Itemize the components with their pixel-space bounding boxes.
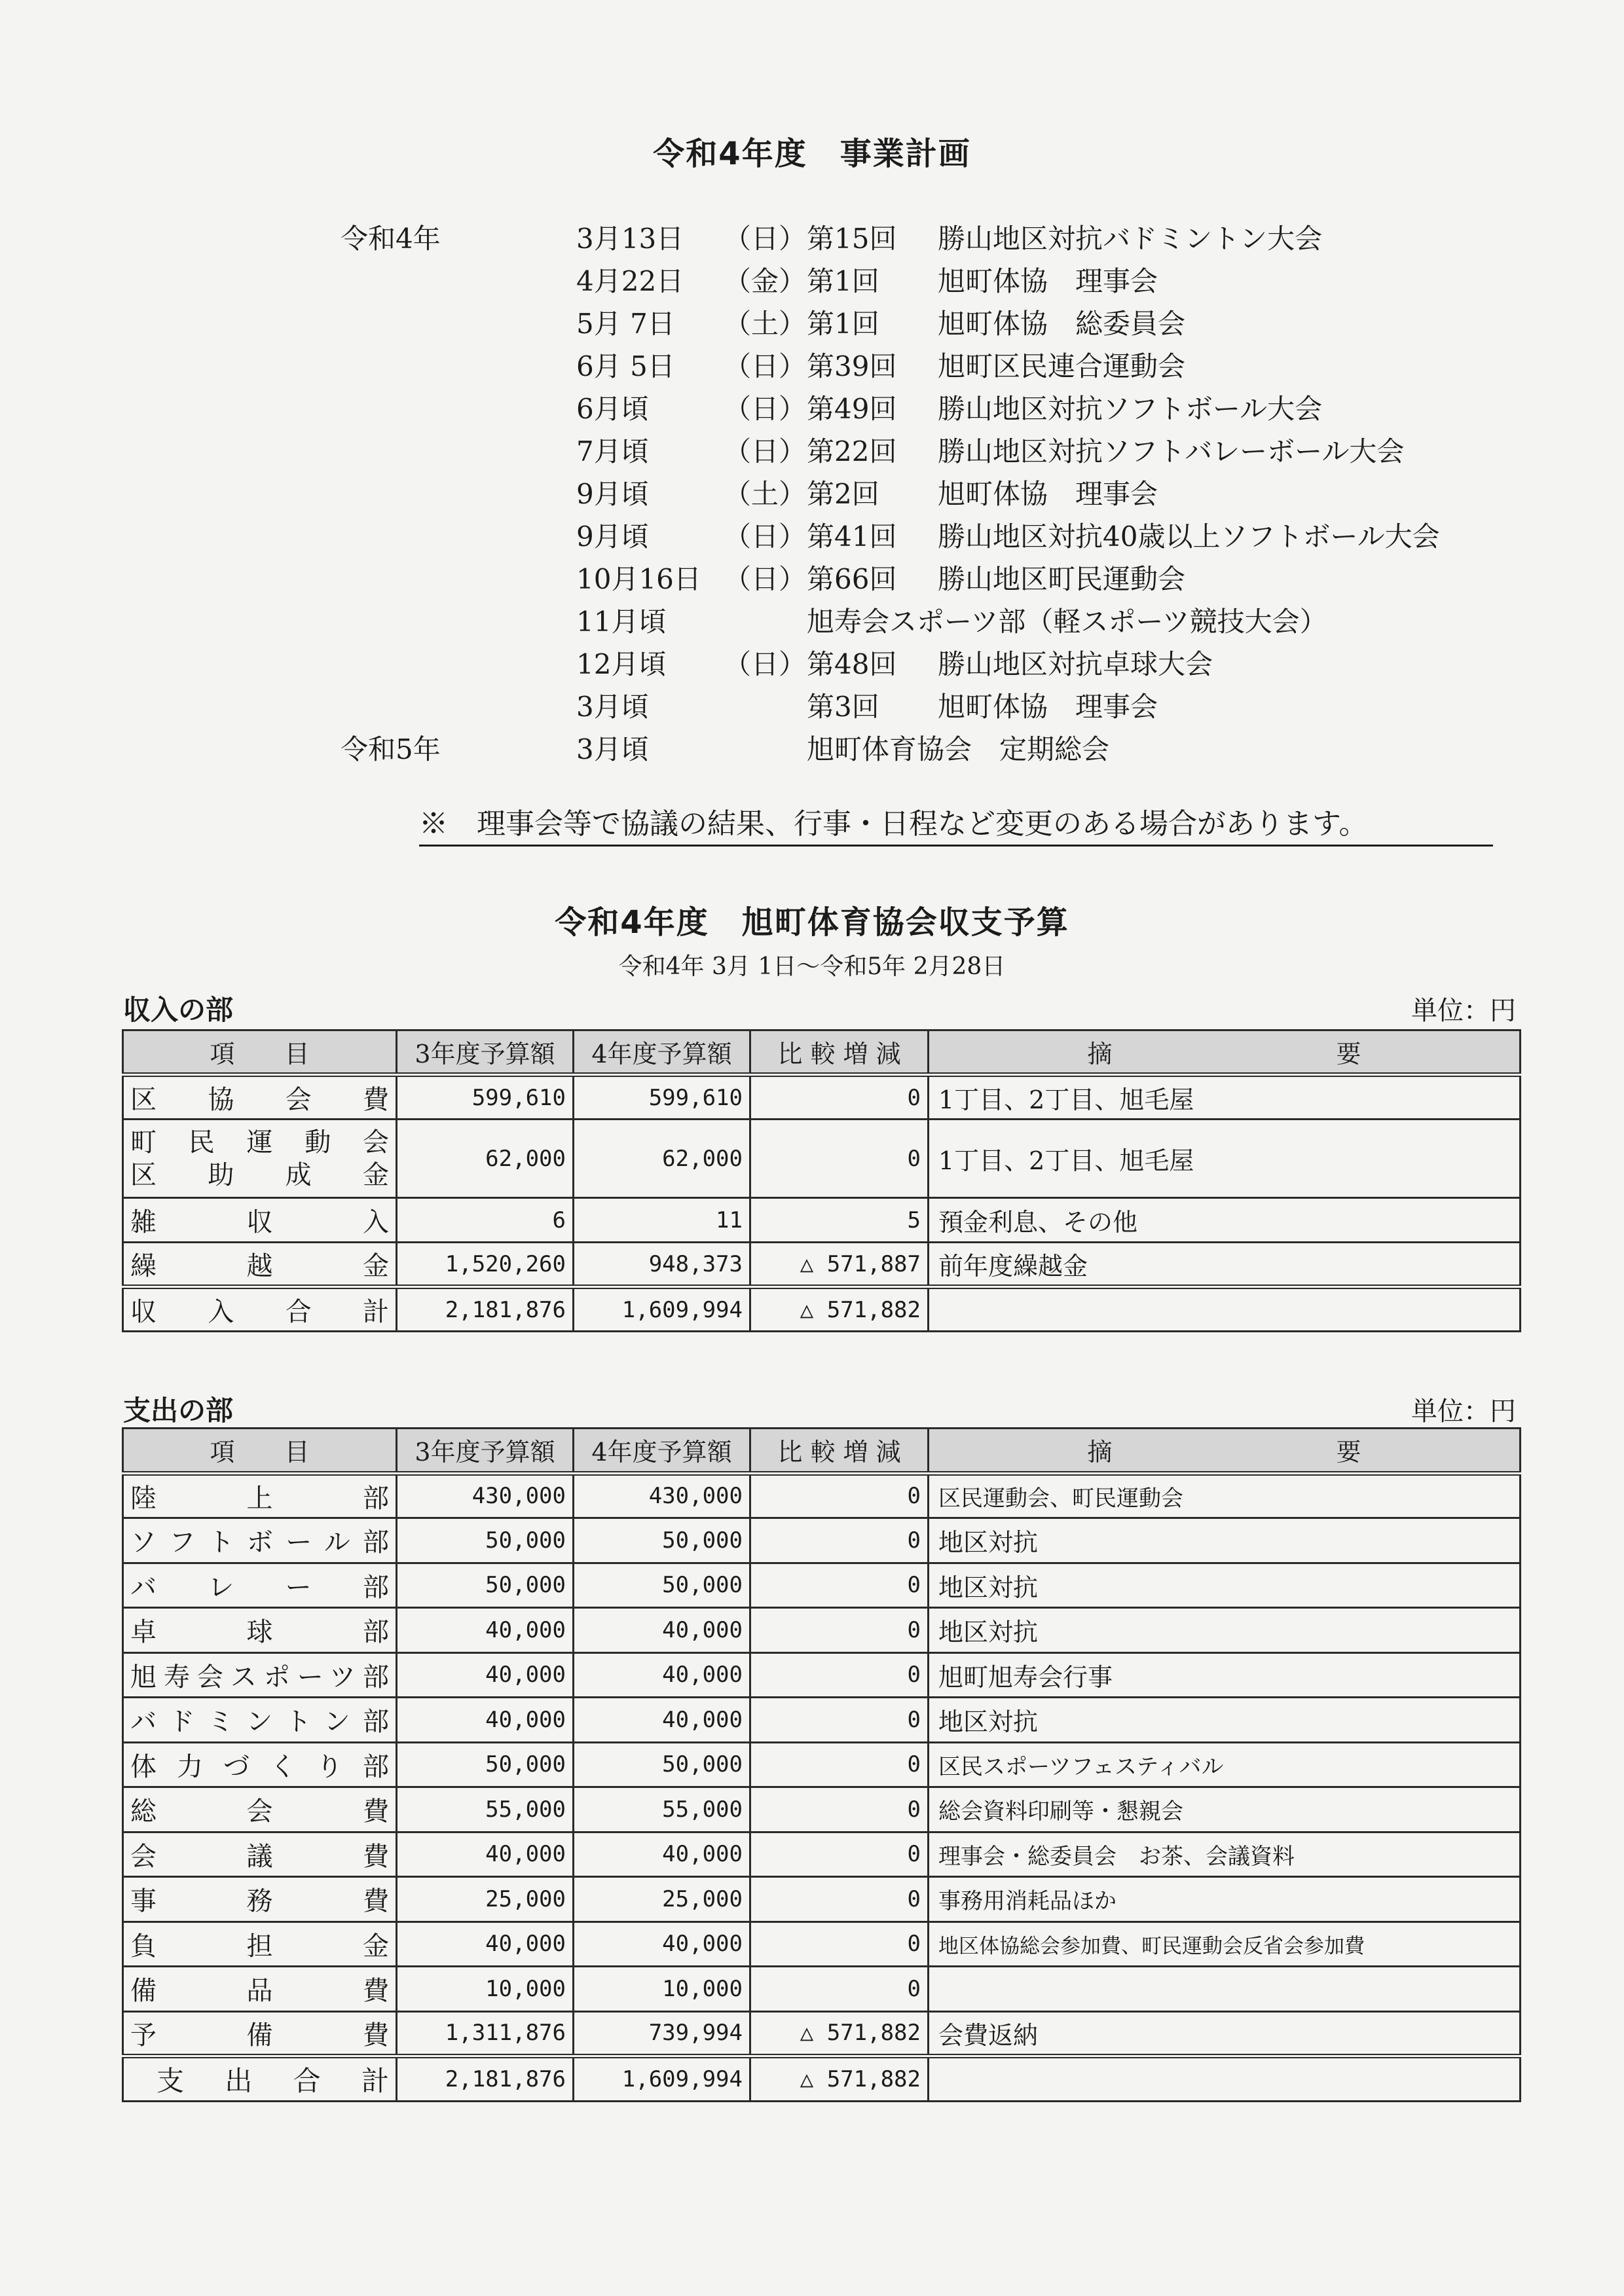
row-prev: 430,000	[397, 1473, 574, 1518]
row-item: 事務費	[123, 1877, 397, 1922]
row-curr: 55,000	[574, 1787, 750, 1832]
row-prev: 50,000	[397, 1563, 574, 1608]
row-curr: 948,373	[574, 1243, 750, 1287]
table-row	[123, 1075, 1521, 1120]
row-diff: 0	[750, 1832, 929, 1877]
row-prev: 50,000	[397, 1742, 574, 1787]
schedule-date: 10月16日	[576, 563, 701, 595]
row-item: 区協会費	[123, 1075, 397, 1120]
schedule-note: ※ 理事会等で協議の結果、行事・日程など変更のある場合があります。	[419, 804, 1493, 847]
total-row	[123, 1287, 1521, 1332]
row-diff: 0	[750, 1967, 929, 2012]
row-prev: 40,000	[397, 1832, 574, 1877]
schedule-event: 旭町体協 総委員会	[938, 308, 1186, 340]
row-prev: 40,000	[397, 1922, 574, 1967]
schedule-event: 旭町体協 理事会	[938, 265, 1158, 297]
row-diff: 0	[750, 1922, 929, 1967]
table-row	[123, 1832, 1521, 1877]
schedule-date: 3月頃	[576, 691, 649, 723]
plan-title: 令和4年度 事業計画	[653, 136, 971, 172]
row-curr: 25,000	[574, 1877, 750, 1922]
row-item: 陸上部	[123, 1473, 397, 1518]
row-item	[123, 1120, 397, 1198]
row-note: 地区対抗	[929, 1563, 1521, 1608]
schedule-row	[0, 473, 1624, 516]
row-diff: 0	[750, 1563, 929, 1608]
schedule-row	[0, 430, 1624, 473]
row-curr: 10,000	[574, 1967, 750, 2012]
schedule-day: （金）	[724, 265, 807, 297]
row-prev: 40,000	[397, 1608, 574, 1653]
row-note: 旭町旭寿会行事	[929, 1652, 1521, 1698]
row-item: 体力づくり部	[123, 1742, 397, 1787]
table-row	[123, 1518, 1521, 1563]
schedule-event: 勝山地区対抗ソフトボール大会	[938, 393, 1323, 425]
schedule-event: 旭町体協 理事会	[938, 478, 1158, 510]
schedule-event: 旭町体協 理事会	[938, 691, 1158, 723]
total-curr: 1,609,994	[574, 2056, 750, 2102]
row-item: ソフトボール部	[123, 1518, 397, 1563]
schedule-number: 第49回	[807, 393, 897, 425]
row-note	[929, 1967, 1521, 2012]
row-note: 総会資料印刷等・懇親会	[929, 1787, 1521, 1832]
row-curr: 40,000	[574, 1698, 750, 1743]
schedule-event: 勝山地区対抗40歳以上ソフトボール大会	[938, 520, 1440, 553]
row-curr: 739,994	[574, 2011, 750, 2056]
schedule-date: 6月頃	[576, 393, 649, 425]
row-note: 1丁目、2丁目、旭毛屋	[929, 1120, 1521, 1198]
schedule-row	[0, 685, 1624, 729]
schedule-date: 12月頃	[576, 648, 667, 680]
row-curr: 62,000	[574, 1120, 750, 1198]
schedule-row	[0, 302, 1624, 346]
budget-period: 令和4年 3月 1日～令和5年 2月28日	[618, 953, 1006, 980]
row-diff: 0	[750, 1473, 929, 1518]
schedule-row	[0, 728, 1624, 771]
row-item: 卓球部	[123, 1608, 397, 1653]
row-curr: 50,000	[574, 1563, 750, 1608]
row-curr: 50,000	[574, 1742, 750, 1787]
schedule-row	[0, 217, 1624, 261]
table-row	[123, 1198, 1521, 1243]
schedule-date: 3月13日	[576, 223, 684, 255]
schedule-row	[0, 558, 1624, 601]
table-row	[123, 1563, 1521, 1608]
schedule-event: 勝山地区対抗ソフトバレーボール大会	[938, 435, 1405, 467]
row-prev: 599,610	[397, 1075, 574, 1120]
budget-title: 令和4年度 旭町体育協会収支予算	[555, 904, 1069, 941]
table-row	[123, 1698, 1521, 1743]
table-header-row	[123, 1030, 1521, 1075]
column-header-curr: 4年度予算額	[574, 1429, 750, 1474]
schedule-event: 旭町区民連合運動会	[938, 350, 1186, 382]
total-item: 収入合計	[123, 1287, 397, 1332]
schedule-day: （土）	[724, 478, 807, 510]
row-prev: 10,000	[397, 1967, 574, 2012]
row-prev: 6	[397, 1198, 574, 1243]
row-curr: 430,000	[574, 1473, 750, 1518]
table-row	[123, 1877, 1521, 1922]
table-row	[123, 1652, 1521, 1698]
schedule-date: 7月頃	[576, 435, 649, 467]
row-diff: △ 571,882	[750, 2011, 929, 2056]
schedule-number: 第39回	[807, 350, 897, 382]
table-row	[123, 1608, 1521, 1653]
row-note: 1丁目、2丁目、旭毛屋	[929, 1075, 1521, 1120]
total-diff: △ 571,882	[750, 2056, 929, 2102]
schedule-number: 第2回	[807, 478, 879, 510]
schedule-date: 6月 5日	[576, 350, 675, 382]
schedule-number: 第1回	[807, 265, 879, 297]
table-header-row	[123, 1429, 1521, 1474]
total-prev: 2,181,876	[397, 2056, 574, 2102]
table-row	[123, 1922, 1521, 1967]
column-header-item: 項 目	[123, 1429, 397, 1474]
row-note: 前年度繰越金	[929, 1243, 1521, 1287]
row-note: 区民スポーツフェスティバル	[929, 1742, 1521, 1787]
total-diff: △ 571,882	[750, 1287, 929, 1332]
schedule-date: 5月 7日	[576, 308, 675, 340]
column-header-note: 摘 要	[929, 1030, 1521, 1075]
row-curr: 50,000	[574, 1518, 750, 1563]
row-diff: 0	[750, 1742, 929, 1787]
total-curr: 1,609,994	[574, 1287, 750, 1332]
schedule-day: （日）	[724, 435, 807, 467]
row-note: 会費返納	[929, 2011, 1521, 2056]
row-note: 地区対抗	[929, 1518, 1521, 1563]
column-header-note: 摘 要	[929, 1429, 1521, 1474]
table-row	[123, 1742, 1521, 1787]
row-item: 雑収入	[123, 1198, 397, 1243]
schedule-date: 11月頃	[576, 606, 667, 638]
total-item: 支出合計	[123, 2056, 397, 2102]
schedule-day: （日）	[724, 350, 807, 382]
schedule-number: 第1回	[807, 308, 879, 340]
column-header-prev: 3年度予算額	[397, 1429, 574, 1474]
row-note: 地区体協総会参加費、町民運動会反省会参加費	[929, 1922, 1521, 1967]
row-item-line: 町民運動会	[130, 1127, 389, 1157]
row-note: 理事会・総委員会 お茶、会議資料	[929, 1832, 1521, 1877]
schedule-date: 3月頃	[576, 733, 649, 765]
row-diff: 0	[750, 1120, 929, 1198]
row-diff: 0	[750, 1652, 929, 1698]
schedule-event: 旭寿会スポーツ部（軽スポーツ競技大会）	[807, 606, 1327, 638]
row-diff: △ 571,887	[750, 1243, 929, 1287]
expense-section-label: 支出の部	[123, 1394, 234, 1427]
income-section-label: 収入の部	[123, 994, 234, 1026]
row-prev: 40,000	[397, 1652, 574, 1698]
row-item: 旭寿会スポーツ部	[123, 1652, 397, 1698]
schedule-day: （日）	[724, 648, 807, 680]
schedule-row	[0, 515, 1624, 558]
row-note: 地区対抗	[929, 1608, 1521, 1653]
row-item: 備品費	[123, 1967, 397, 2012]
schedule-date: 9月頃	[576, 478, 649, 510]
expense-unit: 単位：円	[1411, 1396, 1516, 1427]
income-table	[122, 1029, 1521, 1332]
total-row	[123, 2056, 1521, 2102]
schedule-event: 勝山地区町民運動会	[938, 563, 1186, 595]
row-curr: 40,000	[574, 1652, 750, 1698]
row-prev: 55,000	[397, 1787, 574, 1832]
table-row	[123, 1120, 1521, 1198]
schedule-number: 第22回	[807, 435, 897, 467]
column-header-diff: 比 較 増 減	[750, 1429, 929, 1474]
schedule-event: 勝山地区対抗バドミントン大会	[938, 223, 1323, 255]
row-diff: 5	[750, 1198, 929, 1243]
schedule-event: 勝山地区対抗卓球大会	[938, 648, 1213, 680]
schedule-number: 第41回	[807, 520, 897, 553]
schedule-number: 第15回	[807, 223, 897, 255]
schedule-number: 第66回	[807, 563, 897, 595]
row-curr: 11	[574, 1198, 750, 1243]
row-diff: 0	[750, 1075, 929, 1120]
row-diff: 0	[750, 1787, 929, 1832]
table-row	[123, 2011, 1521, 2056]
column-header-curr: 4年度予算額	[574, 1030, 750, 1075]
row-prev: 25,000	[397, 1877, 574, 1922]
schedule-row	[0, 643, 1624, 686]
table-row	[123, 1243, 1521, 1287]
total-prev: 2,181,876	[397, 1287, 574, 1332]
schedule-number: 第3回	[807, 691, 879, 723]
row-note: 事務用消耗品ほか	[929, 1877, 1521, 1922]
row-item: 負担金	[123, 1922, 397, 1967]
column-header-diff: 比 較 増 減	[750, 1030, 929, 1075]
schedule-row	[0, 260, 1624, 303]
row-prev: 40,000	[397, 1698, 574, 1743]
total-note	[929, 2056, 1521, 2102]
schedule-day: （日）	[724, 393, 807, 425]
schedule-event: 旭町体育協会 定期総会	[807, 733, 1110, 765]
table-row	[123, 1473, 1521, 1518]
row-curr: 40,000	[574, 1922, 750, 1967]
schedule-year: 令和5年	[341, 733, 441, 765]
row-item: 会議費	[123, 1832, 397, 1877]
row-note: 区民運動会、町民運動会	[929, 1473, 1521, 1518]
row-item: 繰越金	[123, 1243, 397, 1287]
schedule-number: 第48回	[807, 648, 897, 680]
row-item: 総会費	[123, 1787, 397, 1832]
schedule-day: （日）	[724, 520, 807, 553]
table-row	[123, 1787, 1521, 1832]
schedule-day: （日）	[724, 563, 807, 595]
income-unit: 単位：円	[1411, 996, 1516, 1026]
row-prev: 62,000	[397, 1120, 574, 1198]
row-item: 予備費	[123, 2011, 397, 2056]
row-diff: 0	[750, 1877, 929, 1922]
schedule-row	[0, 388, 1624, 431]
total-note	[929, 1287, 1521, 1332]
schedule-date: 4月22日	[576, 265, 684, 297]
expense-table	[122, 1427, 1521, 2102]
column-header-item: 項 目	[123, 1030, 397, 1075]
schedule-row	[0, 345, 1624, 388]
row-diff: 0	[750, 1698, 929, 1743]
schedule-date: 9月頃	[576, 520, 649, 553]
table-row	[123, 1967, 1521, 2012]
row-note: 預金利息、その他	[929, 1198, 1521, 1243]
schedule-day: （土）	[724, 308, 807, 340]
row-curr: 40,000	[574, 1608, 750, 1653]
row-curr: 599,610	[574, 1075, 750, 1120]
row-diff: 0	[750, 1518, 929, 1563]
row-prev: 50,000	[397, 1518, 574, 1563]
schedule-row	[0, 600, 1624, 644]
column-header-prev: 3年度予算額	[397, 1030, 574, 1075]
row-diff: 0	[750, 1608, 929, 1653]
row-item: バドミントン部	[123, 1698, 397, 1743]
schedule-day: （日）	[724, 223, 807, 255]
row-note: 地区対抗	[929, 1698, 1521, 1743]
row-prev: 1,311,876	[397, 2011, 574, 2056]
row-item-line: 区助成金	[130, 1159, 389, 1190]
schedule-year: 令和4年	[341, 223, 441, 255]
row-item: バレー部	[123, 1563, 397, 1608]
row-prev: 1,520,260	[397, 1243, 574, 1287]
row-curr: 40,000	[574, 1832, 750, 1877]
